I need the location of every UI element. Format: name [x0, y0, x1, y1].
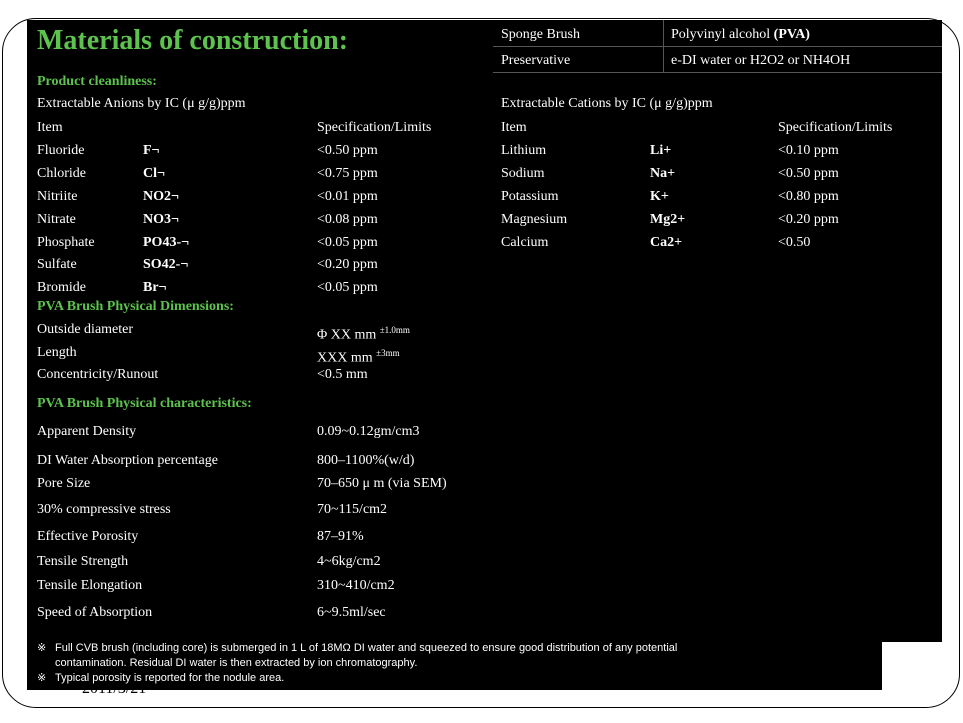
page-title: Materials of construction:: [37, 25, 349, 56]
anion-symbol: SO42-¬: [143, 257, 189, 272]
dimension-value: XXX mm $^{\pm 3mm}$: [317, 348, 400, 366]
anion-symbol: PO43-¬: [143, 235, 190, 250]
material-value-preservative: e-DI water or H2O2 or NH4OH: [671, 53, 851, 68]
anions-col-spec: Specification/Limits: [317, 120, 432, 135]
anion-spec: <0.01 ppm: [317, 189, 378, 204]
cations-heading: Extractable Cations by IC (μ g/g)ppm: [501, 96, 713, 111]
anion-name: Phosphate: [37, 235, 95, 250]
cation-symbol: Li+: [650, 143, 672, 158]
section-heading-characteristics: PVA Brush Physical characteristics:: [37, 396, 252, 411]
characteristic-name: Apparent Density: [37, 424, 137, 439]
cation-spec: <0.20 ppm: [778, 212, 839, 227]
anion-name: Nitrate: [37, 212, 76, 227]
anions-col-item: Item: [37, 120, 63, 135]
cations-col-spec: Specification/Limits: [778, 120, 893, 135]
anion-symbol: F¬: [143, 143, 160, 158]
characteristic-value: 70–650 μ m (via SEM): [317, 476, 447, 491]
cation-name: Lithium: [501, 143, 547, 158]
anion-symbol: NO2¬: [143, 189, 179, 204]
dimension-name: Outside diameter: [37, 322, 134, 337]
characteristic-value: 70~115/cm2: [317, 502, 388, 517]
cation-spec: <0.10 ppm: [778, 143, 839, 158]
characteristic-name: Pore Size: [37, 476, 91, 491]
characteristic-name: Effective Porosity: [37, 529, 139, 544]
anion-spec: <0.05 ppm: [317, 280, 378, 295]
characteristic-value: 87–91%: [317, 529, 364, 544]
anion-name: Chloride: [37, 166, 86, 181]
anion-name: Nitriite: [37, 189, 78, 204]
cation-name: Sodium: [501, 166, 545, 181]
anion-name: Bromide: [37, 280, 86, 295]
content-panel: [27, 20, 942, 642]
cation-spec: <0.50: [778, 235, 811, 250]
anion-spec: <0.08 ppm: [317, 212, 378, 227]
characteristic-name: 30% compressive stress: [37, 502, 171, 517]
characteristic-value: 310~410/cm2: [317, 578, 395, 593]
characteristic-name: Tensile Strength: [37, 554, 129, 569]
cation-symbol: K+: [650, 189, 669, 204]
characteristic-name: DI Water Absorption percentage: [37, 453, 218, 468]
characteristic-value: 0.09~0.12gm/cm3: [317, 424, 420, 439]
anion-symbol: NO3¬: [143, 212, 179, 227]
dimension-name: Length: [37, 345, 77, 360]
characteristic-value: 6~9.5ml/sec: [317, 605, 386, 620]
anion-symbol: Cl¬: [143, 166, 165, 181]
section-heading-cleanliness: Product cleanliness:: [37, 74, 157, 89]
characteristic-name: Tensile Elongation: [37, 578, 143, 593]
dimension-value: <0.5 mm: [317, 367, 368, 382]
cation-spec: <0.80 ppm: [778, 189, 839, 204]
cation-name: Potassium: [501, 189, 559, 204]
characteristic-value: 800–1100%(w/d): [317, 453, 415, 468]
anion-spec: <0.50 ppm: [317, 143, 378, 158]
anion-name: Fluoride: [37, 143, 85, 158]
anion-name: Sulfate: [37, 257, 77, 272]
cation-name: Calcium: [501, 235, 549, 250]
anion-spec: <0.75 ppm: [317, 166, 378, 181]
material-value-brush: Polyvinyl alcohol (PVA): [671, 27, 810, 42]
cation-spec: <0.50 ppm: [778, 166, 839, 181]
dimension-name: Concentricity/Runout: [37, 367, 159, 382]
top-table-row-divider: [493, 46, 942, 47]
anions-heading: Extractable Anions by IC (μ g/g)ppm: [37, 96, 246, 111]
cation-symbol: Ca2+: [650, 235, 683, 250]
characteristic-value: 4~6kg/cm2: [317, 554, 381, 569]
footnote-text: Typical porosity is reported for the nodule area.: [55, 672, 285, 684]
anion-spec: <0.20 ppm: [317, 257, 378, 272]
material-label-brush: Sponge Brush: [501, 27, 580, 42]
cations-col-item: Item: [501, 120, 527, 135]
cation-name: Magnesium: [501, 212, 568, 227]
section-heading-dimensions: PVA Brush Physical Dimensions:: [37, 299, 234, 314]
dimension-value: Φ XX mm $^{\pm 1.0mm}$: [317, 325, 410, 343]
footnote-text: Full CVB brush (including core) is submerged in 1 L of 18MΩ DI water and squeezed to ensure good distribution of any potential: [55, 642, 678, 654]
footnote-marker: ※: [37, 672, 47, 684]
cation-symbol: Mg2+: [650, 212, 686, 227]
cation-symbol: Na+: [650, 166, 676, 181]
top-table-bottom-divider: [493, 72, 942, 73]
footnote-marker: ※: [37, 642, 47, 654]
anion-spec: <0.05 ppm: [317, 235, 378, 250]
footnote-text: contamination. Residual DI water is then extracted by ion chromatography.: [55, 657, 418, 669]
characteristic-name: Speed of Absorption: [37, 605, 153, 620]
anion-symbol: Br¬: [143, 280, 167, 295]
material-label-preservative: Preservative: [501, 53, 571, 68]
